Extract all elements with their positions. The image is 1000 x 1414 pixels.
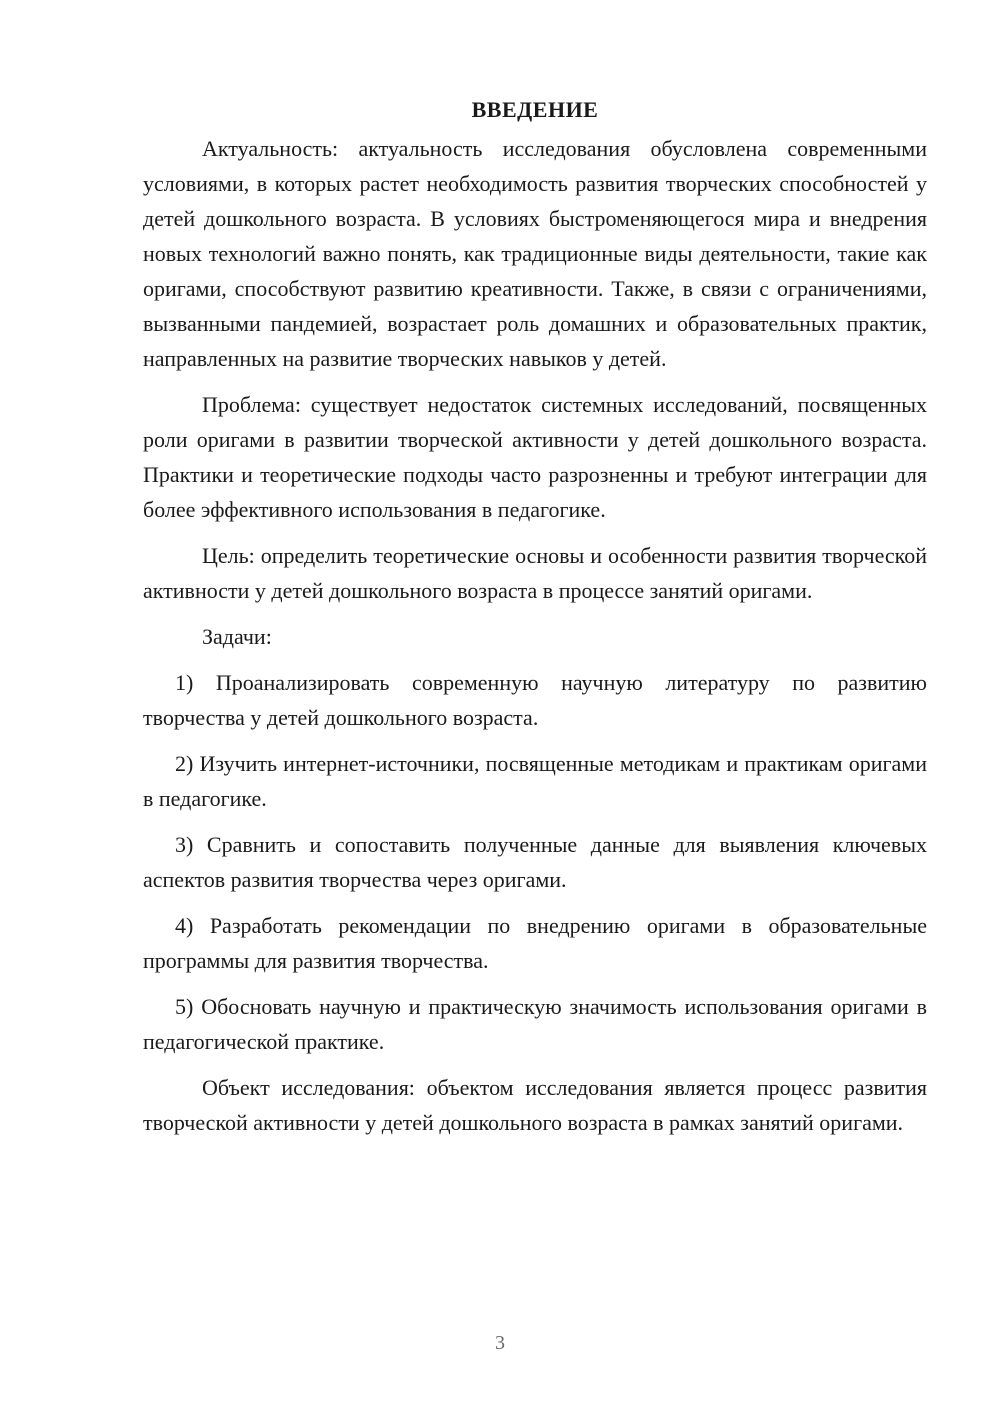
section-title: ВВЕДЕНИЕ bbox=[471, 97, 599, 122]
paragraph-goal: Цель: определить теоретические основы и особенности развития творческой активности у детей дошкольного возраста в процессе занятий оригами. bbox=[143, 543, 927, 603]
paragraph-problem: Проблема: существует недостаток системных исследований, посвященных роли оригами в развитии творческой активности у детей дошкольного возраста. Практики и теоретические подходы часто разрозненны и требуют интеграции для более эффективного использования в педагогике. bbox=[143, 392, 927, 522]
list-item-task-5: 5) Обосновать научную и практическую значимость использования оригами в педагогической практике. bbox=[143, 994, 927, 1054]
paragraph-object: Объект исследования: объектом исследования является процесс развития творческой активности у детей дошкольного возраста в рамках занятий оригами. bbox=[143, 1075, 927, 1135]
list-item-task-1: 1) Проанализировать современную научную литературу по развитию творчества у детей дошкольного возраста. bbox=[143, 670, 927, 730]
list-item-task-4: 4) Разработать рекомендации по внедрению оригами в образовательные программы для развития творчества. bbox=[143, 913, 927, 973]
paragraph-tasks-heading: Задачи: bbox=[202, 624, 272, 649]
page-number: 3 bbox=[495, 1332, 505, 1354]
list-item-task-3: 3) Сравнить и сопоставить полученные данные для выявления ключевых аспектов развития творчества через оригами. bbox=[143, 832, 927, 892]
list-item-task-2: 2) Изучить интернет-источники, посвященные методикам и практикам оригами в педагогике. bbox=[143, 751, 927, 811]
document-page bbox=[143, 92, 927, 1151]
paragraph-relevance: Актуальность: актуальность исследования обусловлена современными условиями, в которых растет необходимость развития творческих способностей у детей дошкольного возраста. В условиях быстроменяющегося мира и внедрения новых технологий важно понять, как традиционные виды деятельности, такие как оригами, способствуют развитию креативности. Также, в связи с ограничениями, вызванными пандемией, возрастает роль домашних и образовательных практик, направленных на развитие творческих навыков у детей. bbox=[143, 136, 927, 371]
